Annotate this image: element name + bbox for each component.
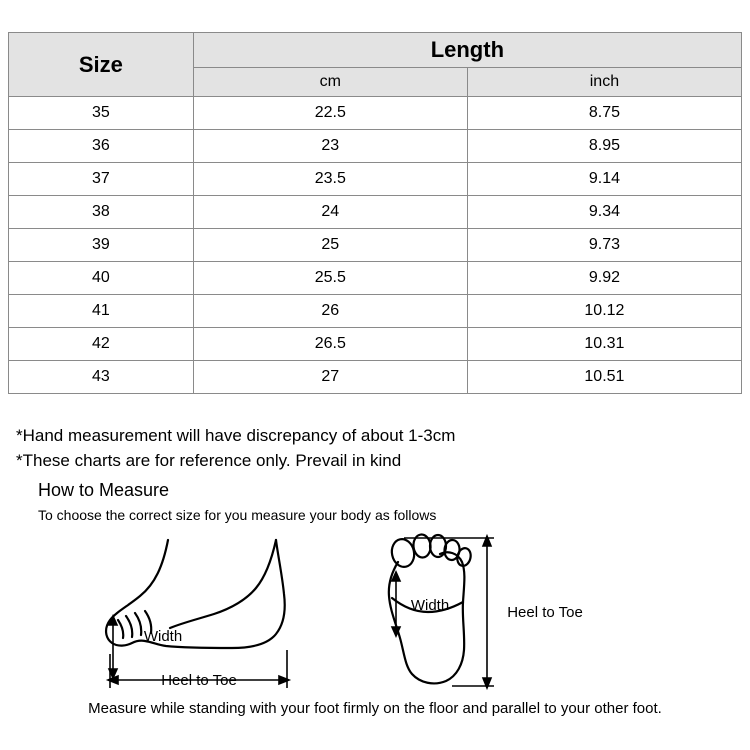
table-header-row-main: [9, 33, 742, 68]
cell-size: 39: [9, 229, 194, 262]
cell-cm: 22.5: [193, 97, 467, 130]
cell-size: 38: [9, 196, 194, 229]
column-header-size: Size: [9, 33, 194, 97]
table-row: [9, 163, 742, 196]
cell-inch: 10.31: [467, 328, 741, 361]
cell-cm: 25: [193, 229, 467, 262]
cell-cm: 26.5: [193, 328, 467, 361]
top-view-heel-to-toe-label: Heel to Toe: [507, 604, 583, 621]
column-header-length: Length: [193, 33, 741, 68]
table-row: [9, 196, 742, 229]
cell-inch: 8.95: [467, 130, 741, 163]
table-row: [9, 97, 742, 130]
table-body: [9, 97, 742, 394]
table-row: [9, 361, 742, 394]
cell-inch: 9.73: [467, 229, 741, 262]
cell-size: 36: [9, 130, 194, 163]
note-measurement-discrepancy: *Hand measurement will have discrepancy of about 1-3cm: [16, 426, 456, 445]
column-header-cm: cm: [193, 68, 467, 97]
cell-size: 35: [9, 97, 194, 130]
cell-cm: 24: [193, 196, 467, 229]
table-row: [9, 130, 742, 163]
cell-size: 42: [9, 328, 194, 361]
table-row: [9, 229, 742, 262]
side-view-width-label: Width: [143, 628, 183, 645]
table-header: [9, 33, 742, 97]
note-reference-only: *These charts are for reference only. Prevail in kind: [16, 451, 402, 470]
measurement-diagram: [0, 528, 750, 708]
column-header-inch: inch: [467, 68, 741, 97]
top-view-width-label: Width: [410, 597, 450, 614]
cell-cm: 26: [193, 295, 467, 328]
side-view-foot-icon: [106, 540, 285, 648]
how-to-measure-subtitle: To choose the correct size for you measure your body as follows: [38, 507, 437, 523]
cell-cm: 25.5: [193, 262, 467, 295]
footer-measure-note: Measure while standing with your foot firmly on the floor and parallel to your other foot.: [88, 700, 662, 717]
table-row: [9, 328, 742, 361]
cell-inch: 8.75: [467, 97, 741, 130]
cell-inch: 9.34: [467, 196, 741, 229]
size-chart-table: [8, 32, 742, 394]
cell-inch: 9.92: [467, 262, 741, 295]
table-row: [9, 262, 742, 295]
cell-inch: 10.51: [467, 361, 741, 394]
cell-cm: 23.5: [193, 163, 467, 196]
cell-size: 40: [9, 262, 194, 295]
table-row: [9, 295, 742, 328]
cell-inch: 9.14: [467, 163, 741, 196]
cell-cm: 27: [193, 361, 467, 394]
cell-size: 41: [9, 295, 194, 328]
cell-size: 43: [9, 361, 194, 394]
cell-size: 37: [9, 163, 194, 196]
notes-block: [16, 423, 734, 473]
cell-inch: 10.12: [467, 295, 741, 328]
side-view-heel-to-toe-label: Heel to Toe: [161, 672, 237, 689]
cell-cm: 23: [193, 130, 467, 163]
how-to-measure-title: How to Measure: [38, 480, 170, 500]
